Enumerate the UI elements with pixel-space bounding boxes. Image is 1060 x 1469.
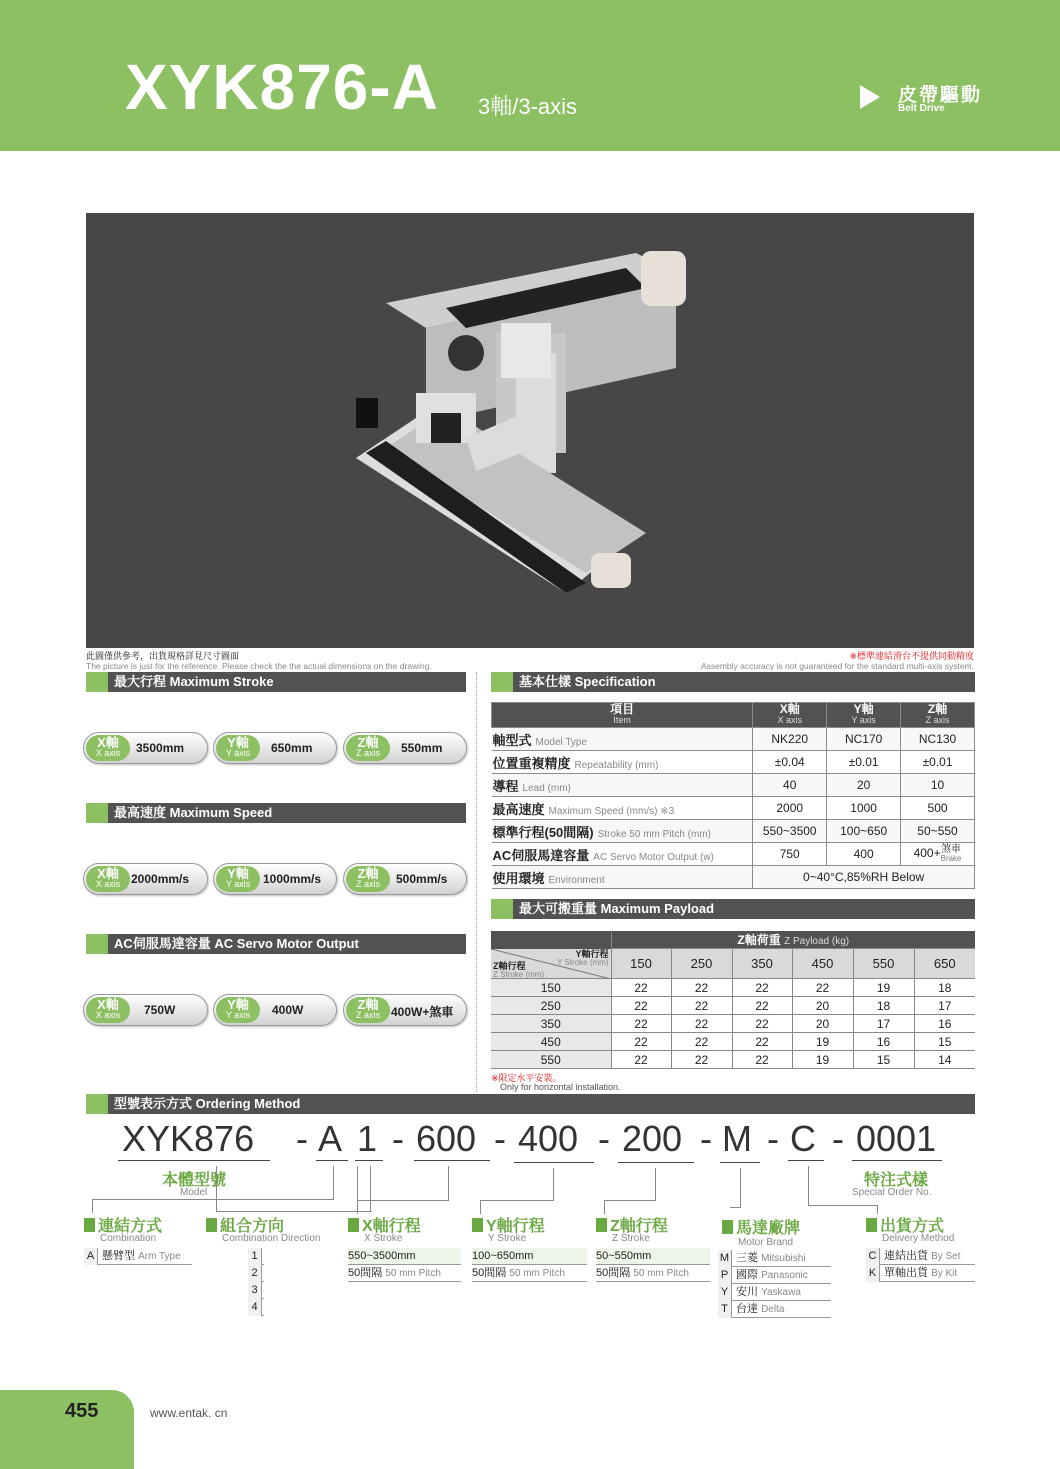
group-y-stroke: Y軸行程 — [472, 1213, 545, 1236]
y-axis-badge: Y軸 Y axis — [216, 735, 260, 761]
code-underline — [852, 1160, 942, 1161]
code-dash: - — [392, 1118, 404, 1159]
spec-motor-z-cell: 400+煞車 Brake — [901, 843, 975, 866]
spec-row: 標準行程(50間隔) Stroke 50 mm Pitch (mm) 550~3500 100~650 50~550 — [492, 820, 975, 843]
speed-x-value: 2000mm/s — [131, 872, 190, 886]
bullet-square-icon — [596, 1218, 607, 1232]
code-model: XYK876 — [122, 1118, 255, 1159]
payload-row: 350 22 22 22 20 17 16 — [491, 1015, 975, 1033]
y-axis-badge: Y軸 Y axis — [216, 997, 260, 1023]
speed-x-pill — [83, 863, 208, 895]
bullet-square-icon — [84, 1218, 95, 1232]
z-stroke-pitch: 50間隔 50 mm Pitch — [596, 1265, 710, 1282]
z-axis-badge: Z軸 Z axis — [346, 997, 390, 1023]
x-axis-badge: X軸 X axis — [86, 735, 130, 761]
speed-z-pill — [343, 863, 467, 895]
connector-line — [216, 1211, 372, 1212]
payload-note-zh: ※限定水平安裝。 — [491, 1073, 562, 1083]
section-ordering-method: 型號表示方式 Ordering Method — [86, 1094, 975, 1114]
y-stroke-range: 100~650mm — [472, 1248, 587, 1265]
motor-y-pill — [213, 994, 337, 1026]
spec-head-z: Z軸 Z axis — [901, 703, 975, 728]
code-dash: - — [296, 1118, 308, 1159]
option-row: K 單軸出貨 By Kit — [866, 1265, 975, 1282]
product-photo — [86, 213, 974, 648]
accuracy-warning-zh: ※標準連結滑台不提供同動精度 — [849, 651, 974, 661]
spec-head-x: X軸 X axis — [753, 703, 827, 728]
connector-line — [604, 1200, 605, 1214]
stroke-y-pill — [213, 732, 337, 764]
connector-line — [655, 1168, 656, 1201]
speed-y-pill — [213, 863, 337, 895]
x-axis-badge: X軸 X axis — [86, 866, 130, 892]
connector-line — [740, 1168, 741, 1208]
speed-z-value: 500mm/s — [396, 872, 448, 886]
spec-head-item: 項目 Item — [492, 703, 753, 728]
code-dash: - — [494, 1118, 506, 1159]
payload-table — [491, 931, 975, 1069]
z-axis-badge: Z軸 Z axis — [346, 866, 390, 892]
code-underline — [788, 1160, 824, 1161]
payload-columns-row: Y軸行程 Y Stroke (mm) Z軸行程 Z Stroke (mm) 150 250 350 450 550 650 — [491, 949, 975, 979]
spec-row: 位置重複精度 Repeatability (mm) ±0.04 ±0.01 ±0.01 — [492, 751, 975, 774]
z-axis-badge: Z軸 Z axis — [346, 735, 390, 761]
group-x-stroke-en: X Stroke — [364, 1233, 403, 1244]
group-combination-en: Combination — [100, 1233, 157, 1244]
motor-z-pill — [343, 994, 467, 1026]
payload-row: 250 22 22 22 20 18 17 — [491, 997, 975, 1015]
option-row: M 三菱 Mitsubishi — [718, 1250, 831, 1267]
option-row: C 連結出貨 By Set — [866, 1248, 975, 1265]
z-stroke-range: 50~550mm — [596, 1248, 710, 1265]
x-axis-badge: X軸 X axis — [86, 997, 130, 1023]
speed-y-value: 1000mm/s — [263, 872, 322, 886]
group-combination: 連結方式 — [84, 1213, 162, 1236]
y-stroke-pitch: 50間隔 50 mm Pitch — [472, 1265, 587, 1282]
bullet-square-icon — [866, 1218, 877, 1232]
connector-line — [553, 1168, 554, 1201]
bullet-square-icon — [348, 1218, 359, 1232]
spec-header-row — [492, 703, 975, 728]
section-max-stroke: 最大行程 Maximum Stroke — [86, 672, 466, 692]
connector-line — [448, 1166, 449, 1201]
photo-note-zh: 此圖僅供參考，出貨規格詳見尺寸圖面 — [86, 651, 240, 661]
code-underline — [414, 1160, 490, 1161]
code-dash: - — [598, 1118, 610, 1159]
stroke-y-value: 650mm — [271, 741, 313, 755]
connector-line — [604, 1200, 656, 1201]
page-number-tab — [0, 1390, 134, 1469]
code-dash: - — [832, 1118, 844, 1159]
code-z-stroke: 200 — [622, 1118, 683, 1159]
group-direction: 組合方向 — [206, 1213, 284, 1236]
motor-y-value: 400W — [272, 1003, 304, 1017]
special-label-zh: 特注式樣 — [864, 1172, 929, 1189]
motor-z-value: 400W+煞車 — [391, 1005, 454, 1019]
stroke-z-pill — [343, 732, 467, 764]
motor-x-pill — [83, 994, 208, 1026]
group-delivery: 出貨方式 — [866, 1213, 944, 1236]
group-delivery-en: Delivery Method — [882, 1233, 955, 1244]
connector-line — [808, 1166, 809, 1206]
code-dash: - — [700, 1118, 712, 1159]
code-combination: A — [318, 1118, 343, 1159]
payload-row: 550 22 22 22 19 15 14 — [491, 1051, 975, 1069]
stroke-z-value: 550mm — [401, 741, 443, 755]
code-x-stroke: 600 — [416, 1118, 477, 1159]
play-arrow-icon — [860, 85, 880, 109]
code-underline — [618, 1162, 694, 1163]
payload-row: 450 22 22 22 19 16 15 — [491, 1033, 975, 1051]
group-motor-brand-en: Motor Brand — [738, 1237, 794, 1248]
spec-row: 使用環境 Environment 0~40°C,85%RH Below — [492, 866, 975, 889]
option-row: 3 — [248, 1282, 264, 1299]
section-max-speed: 最高速度 Maximum Speed — [86, 803, 466, 823]
column-divider — [476, 672, 477, 1092]
option-row: Y 安川 Yaskawa — [718, 1284, 831, 1301]
spec-row: 導程 Lead (mm) 40 20 10 — [492, 774, 975, 797]
photo-note-en: The picture is just for the reference. Please check the the actual dimensions on the drawing. — [86, 661, 432, 671]
section-specification: 基本仕樣 Specification — [491, 672, 975, 692]
motor-x-value: 750W — [144, 1003, 176, 1017]
stroke-x-pill — [83, 732, 208, 764]
model-label-zh: 本體型號 — [162, 1172, 227, 1189]
code-direction: 1 — [357, 1118, 378, 1159]
section-motor-output: AC伺服馬達容量 AC Servo Motor Output — [86, 934, 466, 954]
connector-line — [92, 1199, 93, 1213]
group-motor-brand: 馬達廠牌 — [722, 1215, 800, 1238]
connector-line — [357, 1200, 449, 1201]
y-axis-badge: Y軸 Y axis — [216, 866, 260, 892]
code-underline — [720, 1162, 760, 1163]
section-max-payload: 最大可搬重量 Maximum Payload — [491, 899, 975, 919]
bullet-square-icon — [722, 1220, 733, 1234]
payload-header-row — [491, 931, 975, 949]
connector-direction — [216, 1166, 371, 1212]
page-number: 455 — [65, 1400, 99, 1422]
connector-line — [357, 1166, 358, 1214]
drive-type-zh: 皮帶驅動 — [898, 85, 983, 106]
code-y-stroke: 400 — [518, 1118, 579, 1159]
code-delivery: C — [790, 1118, 816, 1159]
payload-row: 150 22 22 22 22 19 18 — [491, 979, 975, 997]
group-z-stroke-en: Z Stroke — [612, 1233, 650, 1244]
code-special: 0001 — [856, 1118, 937, 1159]
option-row: P 國際 Panasonic — [718, 1267, 831, 1284]
option-row: 1 — [248, 1248, 264, 1265]
group-x-stroke: X軸行程 — [348, 1213, 421, 1236]
special-label-en: Special Order No. — [852, 1187, 932, 1198]
accuracy-warning-en: Assembly accuracy is not guaranteed for the standard multi-axis system. — [700, 661, 974, 671]
option-row: A 懸臂型 Arm Type — [84, 1248, 192, 1265]
x-stroke-pitch: 50間隔 50 mm Pitch — [348, 1265, 461, 1282]
code-underline — [316, 1160, 348, 1161]
payload-corner-cell: Y軸行程 Y Stroke (mm) Z軸行程 Z Stroke (mm) — [491, 949, 611, 979]
payload-note-en: Only for horizontal installation. — [500, 1082, 621, 1092]
connector-line — [808, 1205, 878, 1206]
connector-line — [730, 1207, 741, 1208]
connector-line — [480, 1200, 554, 1201]
spec-row: AC伺服馬達容量 AC Servo Motor Output (w) 750 400 400+煞車 Brake — [492, 843, 975, 866]
connector-line — [480, 1200, 481, 1214]
bullet-square-icon — [206, 1218, 217, 1232]
group-direction-en: Combination Direction — [222, 1233, 321, 1244]
robot-illustration — [86, 213, 974, 648]
drive-type-en: Belt Drive — [898, 103, 945, 114]
group-y-stroke-en: Y Stroke — [488, 1233, 527, 1244]
option-row: 2 — [248, 1265, 264, 1282]
code-underline — [514, 1162, 594, 1163]
spec-head-y: Y軸 Y axis — [827, 703, 901, 728]
x-stroke-range: 550~3500mm — [348, 1248, 461, 1265]
code-underline — [118, 1160, 270, 1161]
website-link[interactable]: www.entak. cn — [150, 1406, 228, 1420]
model-label-en: Model — [180, 1187, 208, 1198]
payload-z-head: Z軸荷重 Z Payload (kg) — [611, 931, 975, 949]
model-title: XYK876-A — [125, 51, 439, 123]
spec-row: 軸型式 Model Type NK220 NC170 NC130 — [492, 728, 975, 751]
code-motor-brand: M — [722, 1118, 752, 1159]
specification-table — [491, 702, 975, 889]
axes-subtitle: 3軸/3-axis — [478, 94, 578, 119]
code-dash: - — [767, 1118, 779, 1159]
spec-row: 最高速度 Maximum Speed (mm/s) ※3 2000 1000 500 — [492, 797, 975, 820]
bullet-square-icon — [472, 1218, 483, 1232]
group-z-stroke: Z軸行程 — [596, 1213, 668, 1236]
code-underline — [355, 1160, 383, 1161]
stroke-x-value: 3500mm — [136, 741, 185, 755]
option-row: 4 — [248, 1299, 264, 1316]
option-row: T 台達 Delta — [718, 1301, 831, 1318]
